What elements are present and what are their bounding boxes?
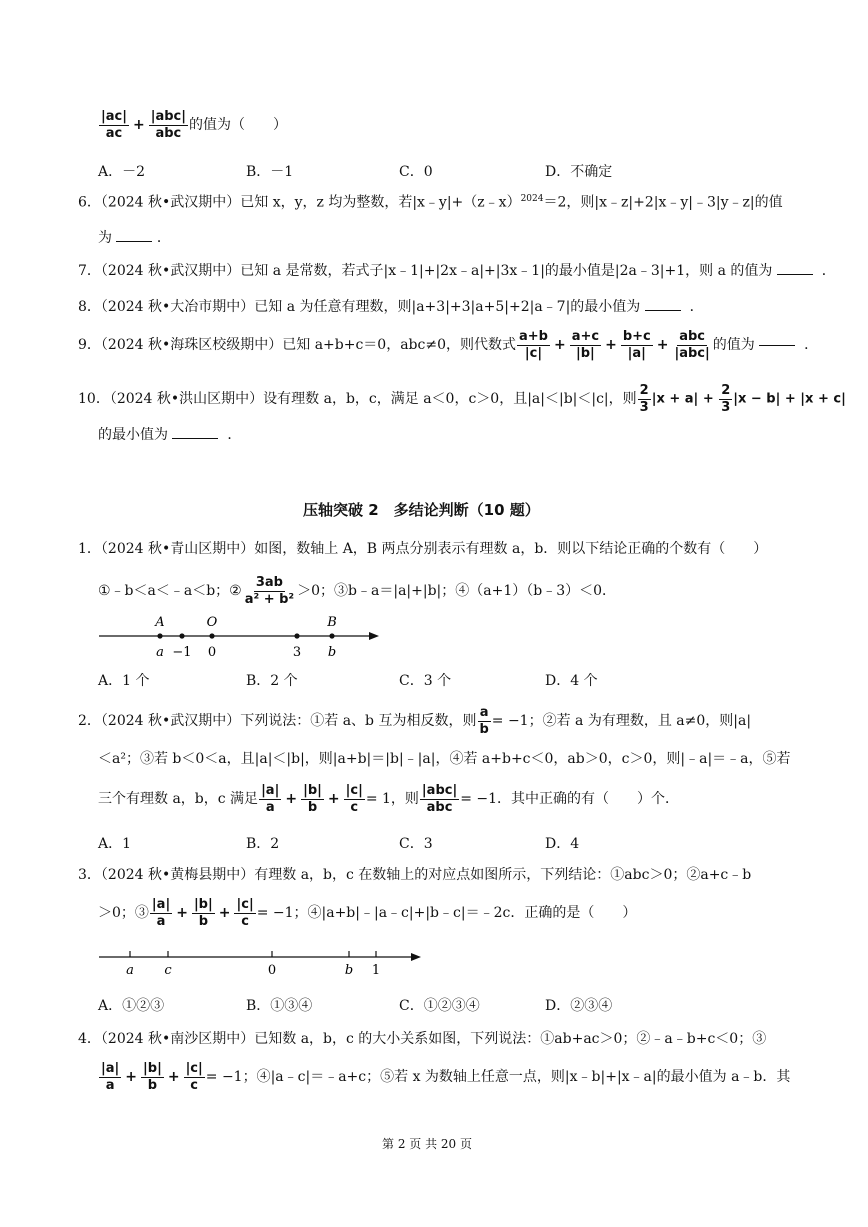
tick-c: c <box>164 963 172 978</box>
fraction: $\frac{b+c}{|a|}$ <box>622 329 651 361</box>
question-7: 7．（2024 秋•武汉期中）已知 a 是常数，若式子|x﹣1|+|2x﹣a|+|3x﹣1|的最小值是|2a﹣3|+1，则 a 的值为 ． <box>78 263 836 279</box>
fraction: $\frac{a+c}{|b|}$ <box>571 329 600 361</box>
label-B: B <box>327 615 337 630</box>
fraction: $\frac{|c|}{c}$ <box>345 783 363 815</box>
question-tail: 的值为（ ） <box>189 117 287 134</box>
tick-a: a <box>156 645 164 660</box>
fraction: $\frac{a}{b}$ <box>479 705 489 737</box>
fraction: $\frac{|b|}{b}$ <box>193 897 213 929</box>
option-a: A．1 <box>98 836 132 852</box>
option-a: A．①②③ <box>98 998 165 1014</box>
question-9: 9．（2024 秋•海珠区校级期中）已知 a+b+c＝0，abc≠0，则代数式 $\frac{a+b}{|c|}$ + $\frac{a+c}{|b|}$ + $\frac{b+c}{|a|}$ + $\frac{\text{abc}}{\text{|abc|}}$ 的值为 ． <box>78 329 819 361</box>
option-c: C．3 个 <box>399 673 452 689</box>
point-origin <box>209 633 214 638</box>
s-question-1-conclusions: ①﹣b＜a＜﹣a＜b；② $\frac{3ab}{\text{a² + b²}}$ ＞0；③b﹣a＝|a|+|b|；④（a+1）（b﹣3）＜0． <box>98 575 617 607</box>
fraction: $\frac{|a|}{a}$ <box>151 897 171 929</box>
label-O: O <box>206 615 218 630</box>
option-d: D．4 个 <box>545 673 598 689</box>
tick-a: a <box>126 963 134 978</box>
tick-b: b <box>327 645 337 660</box>
number-line-1 <box>95 610 385 662</box>
fraction: $\frac{|c|}{c}$ <box>185 1061 203 1093</box>
option-c: C．3 <box>399 836 433 852</box>
question-10: 10．（2024 秋•洪山区期中）设有理数 a，b，c，满足 a＜0，c＞0，且|a|＜|b|＜|c|，则 $\frac{2}{3}$ |x + a| + $\frac{2}{3}$ |x − b| + |x + c| <box>78 383 846 415</box>
option-c: C．①②③④ <box>399 998 480 1014</box>
option-b: B．－1 <box>246 164 294 180</box>
point-a <box>157 633 162 638</box>
fraction: $\frac{|a|}{a}$ <box>261 783 280 815</box>
option-d: D．②③④ <box>545 998 613 1014</box>
page-footer: 第 2 页 共 20 页 <box>382 1137 472 1151</box>
top-expression: $\frac{|ac|}{ac}$ + $\frac{\text{|abc|}}{\text{abc}}$ 的值为（ ） <box>101 109 287 141</box>
answer-blank[interactable] <box>777 274 813 275</box>
question-6-line2: 为 ． <box>98 230 171 246</box>
fraction: $\frac{\text{abc}}{\text{|abc|}}$ <box>674 329 710 361</box>
section-title: 压轴突破 2 多结论判断（10 题） <box>303 501 540 519</box>
option-b: B．2 个 <box>246 673 298 689</box>
option-c: C．0 <box>399 164 433 180</box>
answer-blank[interactable] <box>645 310 681 311</box>
tick-zero: 0 <box>207 645 217 660</box>
point-b <box>329 633 334 638</box>
fraction: $\frac{\text{|abc|}}{\text{abc}}$ <box>150 109 186 141</box>
tick-zero: 0 <box>267 963 277 978</box>
s-question-1: 1．（2024 秋•青山区期中）如图，数轴上 A，B 两点分别表示有理数 a，b．则以下结论正确的个数有（ ） <box>78 541 768 557</box>
fraction: $\frac{\text{|abc|}}{\text{abc}}$ <box>421 783 458 815</box>
s-question-3-line2: ＞0；③ $\frac{|a|}{a}$ + $\frac{|b|}{b}$ + $\frac{|c|}{c}$ = −1；④|a+b|﹣|a﹣c|+|b﹣c|＝﹣2c．正确的是（ ） <box>98 897 637 929</box>
point-three <box>294 633 299 638</box>
fraction: $\frac{2}{3}$ <box>721 383 731 415</box>
point-minus-one <box>179 633 184 638</box>
option-b: B．2 <box>246 836 280 852</box>
option-d: D．不确定 <box>545 164 613 180</box>
fraction: $\frac{3ab}{\text{a² + b²}}$ <box>244 575 295 607</box>
question-8: 8．（2024 秋•大冶市期中）已知 a 为任意有理数，则|a+3|+3|a+5|+2|a﹣7|的最小值为 ． <box>78 299 704 315</box>
tick-one: 1 <box>371 963 381 978</box>
fraction: $\frac{|ac|}{ac}$ <box>101 109 127 141</box>
option-a: A．－2 <box>98 164 146 180</box>
label-A: A <box>155 615 165 630</box>
fraction: $\frac{|b|}{b}$ <box>303 783 322 815</box>
answer-blank[interactable] <box>759 345 795 346</box>
answer-blank[interactable] <box>116 241 152 242</box>
tick-minus-one: −1 <box>172 645 192 660</box>
answer-blank[interactable] <box>172 438 218 439</box>
s-question-4-line2: $\frac{|a|}{a}$ + $\frac{|b|}{b}$ + $\frac{|c|}{c}$ = −1；④|a﹣c|＝﹣a+c；⑤若 x 为数轴上任意一点，则|x﹣b|+|x﹣a|的最小值为 a﹣b．其 <box>101 1061 791 1093</box>
fraction: $\frac{2}{3}$ <box>639 383 649 415</box>
s-question-2-line3: 三个有理数 a，b，c 满足 $\frac{|a|}{a}$ + $\frac{|b|}{b}$ + $\frac{|c|}{c}$ = 1，则 $\frac{\text{|abc|}}{\text{abc}}$ = −1．其中正确的有（ ）个． <box>98 783 680 815</box>
s-question-3: 3．（2024 秋•黄梅县期中）有理数 a，b，c 在数轴上的对应点如图所示，下列结论：①abc＞0；②a+c﹣b <box>78 867 752 883</box>
question-10-line2: 的最小值为 ． <box>98 427 242 443</box>
fraction: $\frac{|c|}{c}$ <box>236 897 254 929</box>
fraction: $\frac{|a|}{a}$ <box>101 1061 120 1093</box>
s-question-4: 4．（2024 秋•南沙区期中）已知数 a，b，c 的大小关系如图，下列说法：①ab+ac＞0；②﹣a﹣b+c＜0；③ <box>78 1031 767 1047</box>
option-b: B．①③④ <box>246 998 313 1014</box>
s-question-2: 2．（2024 秋•武汉期中）下列说法：①若 a、b 互为相反数，则 $\frac{a}{b}$ = −1；②若 a 为有理数，且 a≠0，则|a| <box>78 705 752 737</box>
tick-b: b <box>344 963 354 978</box>
option-d: D．4 <box>545 836 580 852</box>
number-line-3 <box>95 945 430 979</box>
option-a: A．1 个 <box>98 673 150 689</box>
question-6: 6．（2024 秋•武汉期中）已知 x，y，z 均为整数，若|x﹣y|+（z﹣x）$^{2024}$＝2，则|x﹣z|+2|x﹣y|﹣3|y﹣z|的值 <box>78 194 783 211</box>
fraction: $\frac{|b|}{b}$ <box>143 1061 162 1093</box>
fraction: $\frac{a+b}{|c|}$ <box>519 329 548 361</box>
s-question-2-line2: ＜a²；③若 b＜0＜a，且|a|＜|b|，则|a+b|＝|b|﹣|a|，④若 a+b+c＜0，ab＞0，c＞0，则|﹣a|＝﹣a，⑤若 <box>98 751 791 767</box>
tick-three: 3 <box>292 645 302 660</box>
